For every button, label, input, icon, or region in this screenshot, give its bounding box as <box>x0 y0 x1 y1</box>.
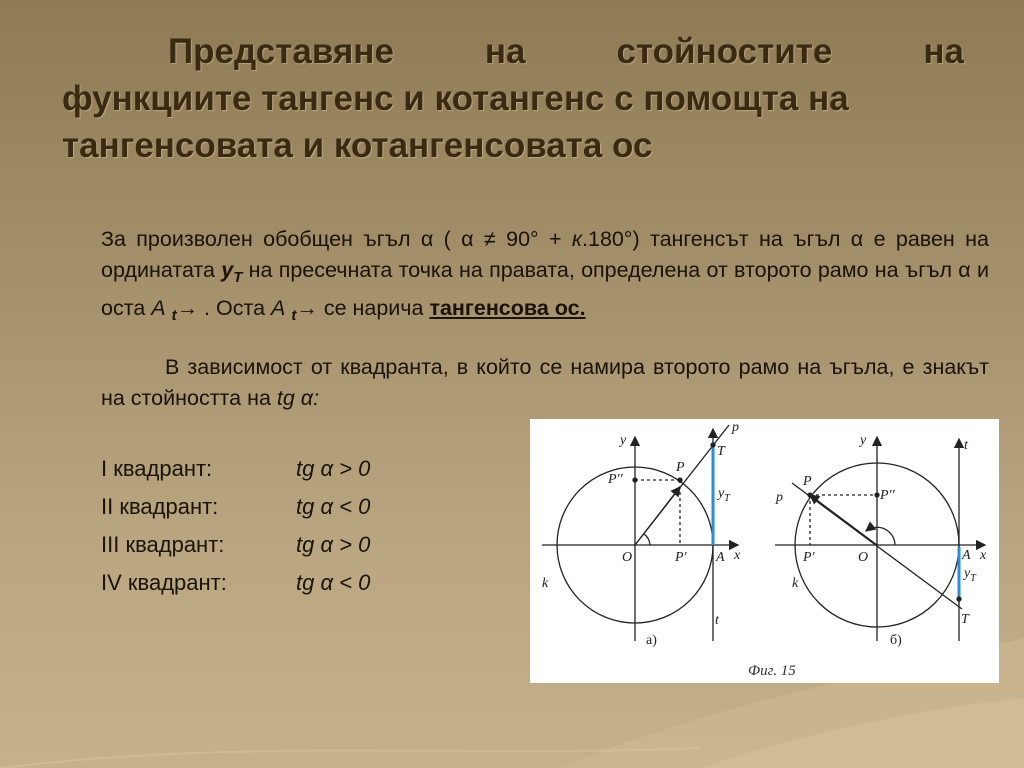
axis-name: A <box>151 296 166 320</box>
label-y: y <box>620 433 627 448</box>
label-P-prime: P' <box>675 550 687 565</box>
sign-paragraph <box>101 352 989 413</box>
label-T: T <box>961 612 969 627</box>
label-P-prime: P' <box>803 550 815 565</box>
axis-sub: t <box>171 307 177 324</box>
title-word: стойностите <box>616 32 833 71</box>
text-yt-sub: T <box>233 268 243 286</box>
text-span: . Оста <box>198 296 272 320</box>
label-P-dbl: P'' <box>608 472 623 487</box>
label-O: O <box>622 550 633 565</box>
label-t: t <box>964 438 968 453</box>
unit-circle-diagrams <box>530 419 999 683</box>
figure-caption: Фиг. 15 <box>748 663 796 679</box>
diagram-a <box>542 425 738 641</box>
label-b: б) <box>890 633 902 648</box>
list-item <box>101 570 370 608</box>
label-a: а) <box>646 633 657 648</box>
text-yt: y <box>221 257 234 282</box>
label-k: k <box>542 576 549 591</box>
label-A: A <box>716 550 725 565</box>
text-span: В зависимост от квадранта, в който се намира второто рамо на ъгъла, е знакът на стойността на <box>101 355 989 410</box>
text-span: се нарича <box>317 296 430 320</box>
tg-alpha: tg α: <box>276 385 320 410</box>
title-line-2: функциите тангенс и котангенс с помощта на <box>62 79 849 118</box>
text-span: .180°) тангенсът на ъгъл α е равен на ординатата <box>101 227 989 282</box>
slide-title <box>62 28 964 169</box>
quadrant-name: III квадрант: <box>101 532 225 557</box>
label-x: x <box>980 548 987 563</box>
title-line-3: тангенсовата и котангенсовата ос <box>62 126 653 165</box>
label-yT: $y_T$ <box>964 566 976 584</box>
title-word: на <box>484 32 526 71</box>
label-P-dbl: P'' <box>880 488 895 503</box>
diagram-b <box>775 437 985 641</box>
label-A: A <box>962 548 971 563</box>
label-T: T <box>717 444 725 459</box>
text-span: на пресечната точка на правата, определена от второто рамо на ъгъл α и оста <box>101 257 989 320</box>
text-k: к <box>571 227 583 251</box>
axis-arrow: → <box>176 296 199 320</box>
quadrant-name: IV квадрант: <box>101 570 227 595</box>
term-tangent-axis: тангенсова ос. <box>429 296 586 320</box>
label-t: t <box>715 613 719 628</box>
text-span: За произволен обобщен ъгъл α ( α ≠ 90° + <box>101 227 572 251</box>
list-item <box>101 532 370 570</box>
label-yT: $y_T$ <box>718 486 730 504</box>
title-word: на <box>923 32 964 71</box>
list-item <box>101 494 370 532</box>
axis-sub: t <box>291 307 297 324</box>
label-y: y <box>860 433 867 448</box>
quadrant-list <box>101 456 370 608</box>
axis-name: A <box>271 296 286 320</box>
label-p: p <box>776 490 783 505</box>
quadrant-name: I квадрант: <box>101 456 213 481</box>
quadrant-sign: tg α < 0 <box>296 494 371 519</box>
label-k: k <box>792 576 799 591</box>
quadrant-sign: tg α > 0 <box>296 456 371 481</box>
label-p: p <box>732 420 739 435</box>
axis-arrow: → <box>296 296 318 320</box>
label-x: x <box>734 548 741 563</box>
label-P: P <box>803 474 812 489</box>
list-item <box>101 456 370 494</box>
definition-paragraph <box>101 224 989 332</box>
title-word: Представяне <box>168 32 394 71</box>
quadrant-sign: tg α > 0 <box>296 532 371 557</box>
label-O: O <box>858 550 869 565</box>
figure-15 <box>530 419 999 683</box>
quadrant-sign: tg α < 0 <box>296 570 371 595</box>
quadrant-name: II квадрант: <box>101 494 219 519</box>
label-P: P <box>676 460 685 475</box>
